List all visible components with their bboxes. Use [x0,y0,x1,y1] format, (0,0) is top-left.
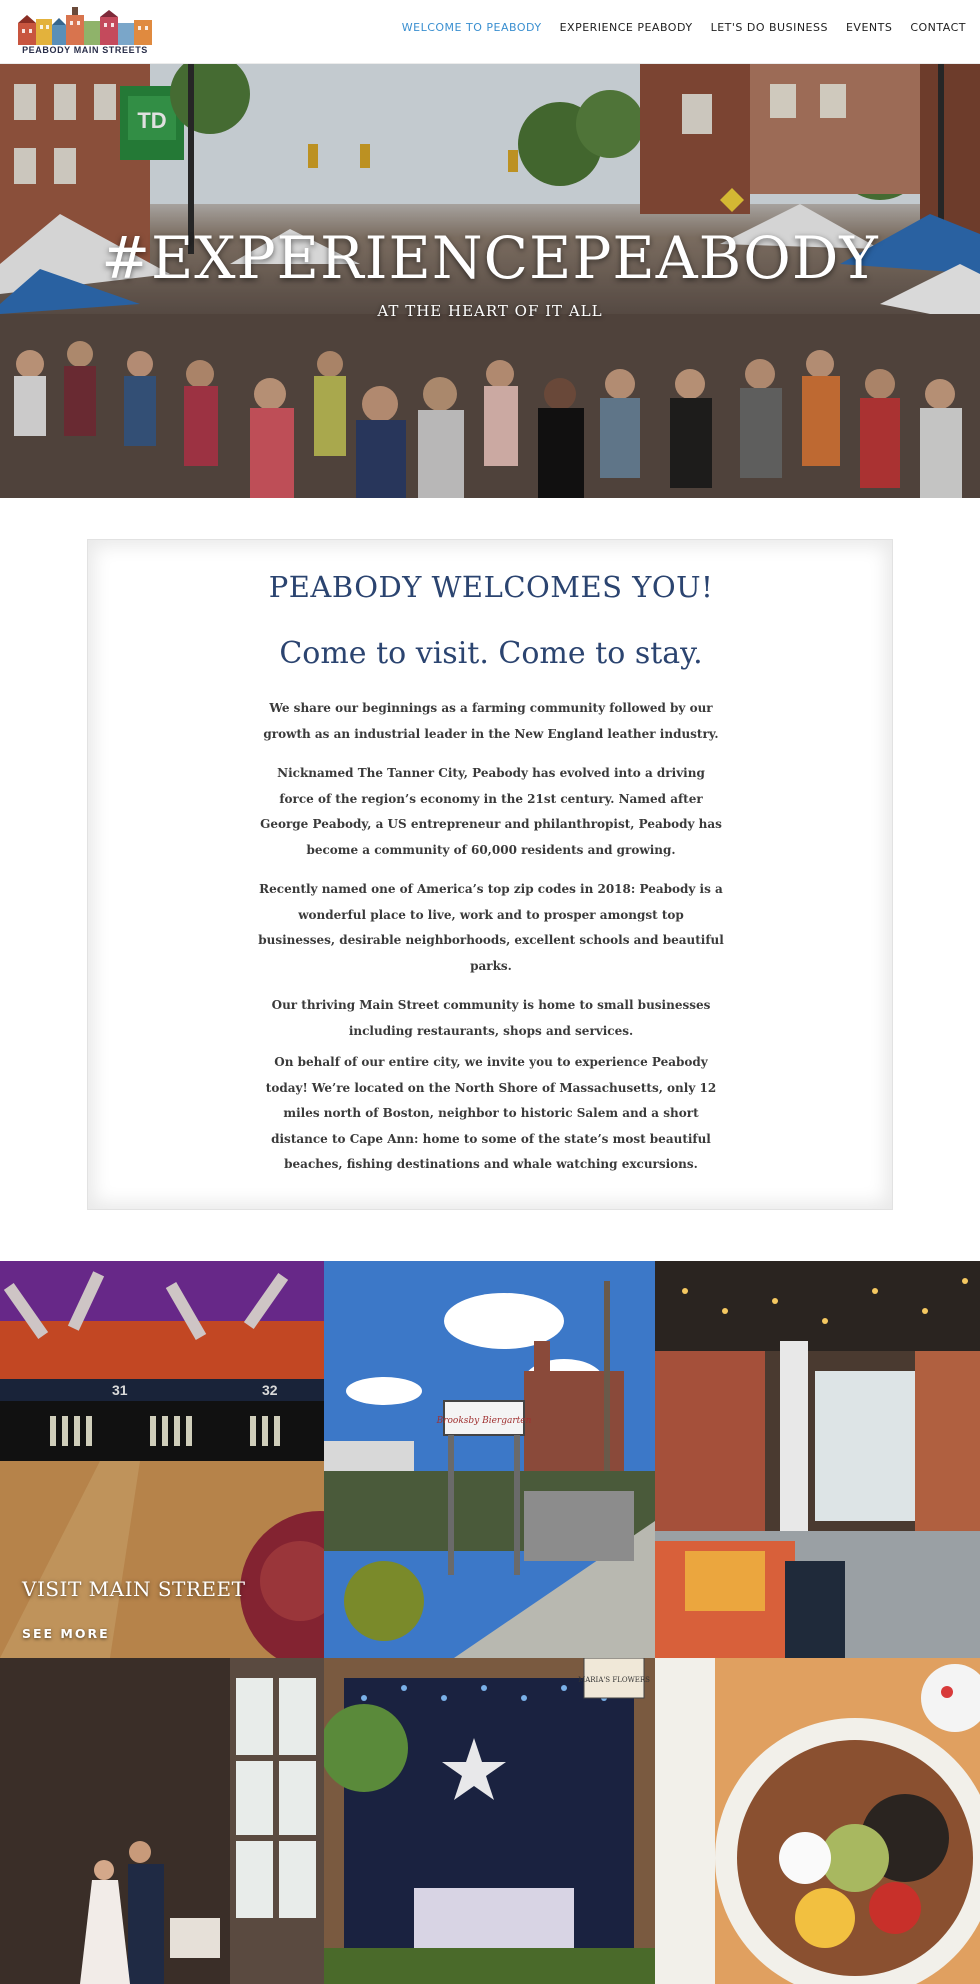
storefront-logo-icon [16,5,154,45]
tile-biergarten[interactable] [324,1261,655,1658]
site-header [0,0,980,64]
tile-wedding[interactable] [0,1658,324,1984]
tile-florist[interactable] [324,1658,655,1984]
tile-food-bowl[interactable] [655,1658,980,1984]
tile-bowling[interactable] [0,1261,324,1658]
site-logo[interactable] [16,5,154,57]
nav-events[interactable]: EVENTS [845,21,893,34]
florist-window-photo [324,1658,655,1984]
restaurant-interior-photo [655,1261,980,1658]
hero-title: #EXPERIENCEPEABODY [101,224,879,292]
biergarten-photo [324,1261,655,1658]
welcome-subheading: Come to visit. Come to stay. [279,636,703,671]
hero-subtitle: AT THE HEART OF IT ALL [377,302,603,320]
tile-restaurant-interior[interactable] [655,1261,980,1658]
main-nav [402,20,966,36]
visit-main-street-title: VISIT MAIN STREET [22,1577,246,1601]
hero-banner [0,64,980,498]
nav-lets-do-business[interactable]: LET'S DO BUSINESS [710,21,828,34]
see-more-link[interactable]: SEE MORE [22,1626,110,1641]
burrito-bowl-photo [655,1658,980,1984]
welcome-paragraph: We share our beginnings as a farming community followed by our growth as an industrial leader in the New England leather industry. [263,701,719,741]
logo-text: PEABODY MAIN STREETS [22,45,148,55]
welcome-paragraph: Our thriving Main Street community is home to small businesses including restaurants, shops and services. [271,998,711,1038]
nav-welcome-to-peabody[interactable]: WELCOME TO PEABODY [401,21,542,34]
nav-contact[interactable]: CONTACT [910,21,966,34]
wedding-photo [0,1658,324,1984]
biergarten-sign-text: Brooksby Biergarten [436,1416,532,1426]
welcome-body [258,696,724,1192]
welcome-paragraph: Nicknamed The Tanner City, Peabody has evolved into a driving force of the region’s economy in the 21st century. Named after George Peabody, a US entrepreneur and philanthropist, Peabody has become a community of 60,000 residents and growing. [260,766,722,857]
nav-experience-peabody[interactable]: EXPERIENCE PEABODY [559,21,693,34]
welcome-card [87,539,893,1210]
welcome-paragraph: Recently named one of America’s top zip codes in 2018: Peabody is a wonderful place to live, work and to prosper amongst top businesses, desirable neighborhoods, excellent schools and beautiful parks. [258,882,724,973]
welcome-heading: PEABODY WELCOMES YOU! [268,570,714,604]
welcome-paragraph: On behalf of our entire city, we invite you to experience Peabody today! We’re located on the North Shore of Massachusetts, only 12 miles north of Boston, neighbor to historic Salem and a short distance to Cape Ann: home to some of the state’s most beautiful beaches, fishing destinations and whale watching excursions. [265,1055,717,1171]
florist-sign-text: MARIA'S FLOWERS [578,1676,650,1684]
